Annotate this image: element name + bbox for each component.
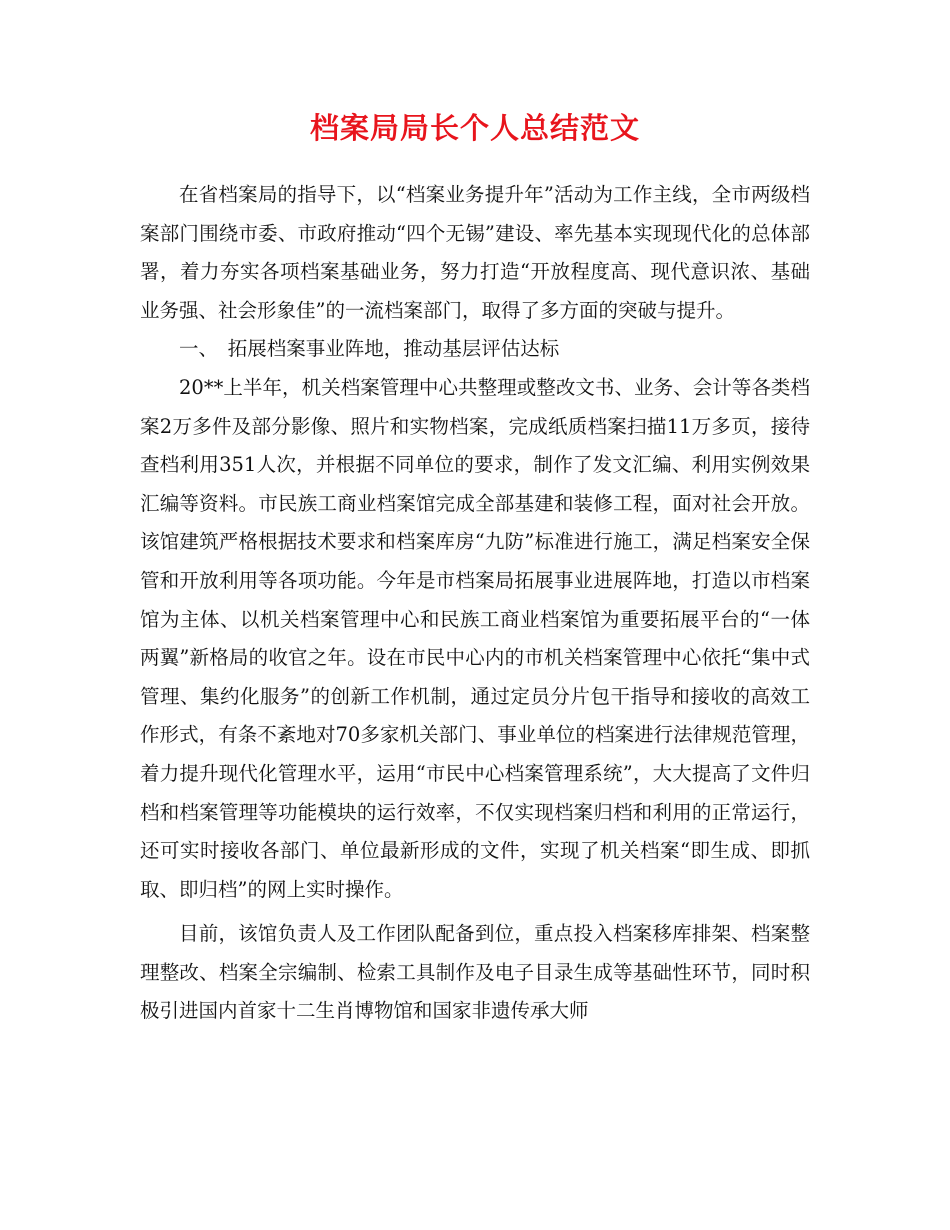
section-heading-1: 一、 拓展档案事业阵地，推动基层评估达标 — [179, 337, 560, 361]
intro-paragraph: 在省档案局的指导下，以“档案业务提升年”活动为工作主线，全市两级档案部门围绕市委、市政府推动“四个无锡”建设、率先基本实现现代化的总体部署，着力夯实各项档案基础业务，努力打造“开放程度高、现代意识浓、基础业务强、社会形象佳”的一流档案部门，取得了多方面的突破与提升。 — [140, 183, 810, 322]
document-body — [140, 176, 810, 1031]
body-paragraph-2: 目前，该馆负责人及工作团队配备到位，重点投入档案移库排架、档案整理整改、档案全宗编制、检索工具制作及电子目录生成等基础性环节，同时积极引进国内首家十二生肖博物馆和国家非遗传承大师 — [140, 922, 810, 1023]
document-title: 档案局局长个人总结范文 — [309, 111, 640, 145]
body-paragraph-1: 20**上半年，机关档案管理中心共整理或整改文书、业务、会计等各类档案2万多件及部分影像、照片和实物档案，完成纸质档案扫描11万多页，接待查档利用351人次，并根据不同单位的要求，制作了发文汇编、利用实例效果汇编等资料。市民族工商业档案馆完成全部基建和装修工程，面对社会开放。该馆建筑严格根据技术要求和档案库房“九防”标准进行施工，满足档案安全保管和开放利用等各项功能。今年是市档案局拓展事业进展阵地，打造以市档案馆为主体、以机关档案管理中心和民族工商业档案馆为重要拓展平台的“一体两翼”新格局的收官之年。设在市民中心内的市机关档案管理中心依托“集中式管理、集约化服务”的创新工作机制，通过定员分片包干指导和接收的高效工作形式，有条不紊地对70多家机关部门、事业单位的档案进行法律规范管理，着力提升现代化管理水平，运用“市民中心档案管理系统”，大大提高了文件归档和档案管理等功能模块的运行效率，不仅实现档案归档和利用的正常运行，还可实时接收各部门、单位最新形成的文件，实现了机关档案“即生成、即抓取、即归档”的网上实时操作。 — [140, 375, 810, 901]
